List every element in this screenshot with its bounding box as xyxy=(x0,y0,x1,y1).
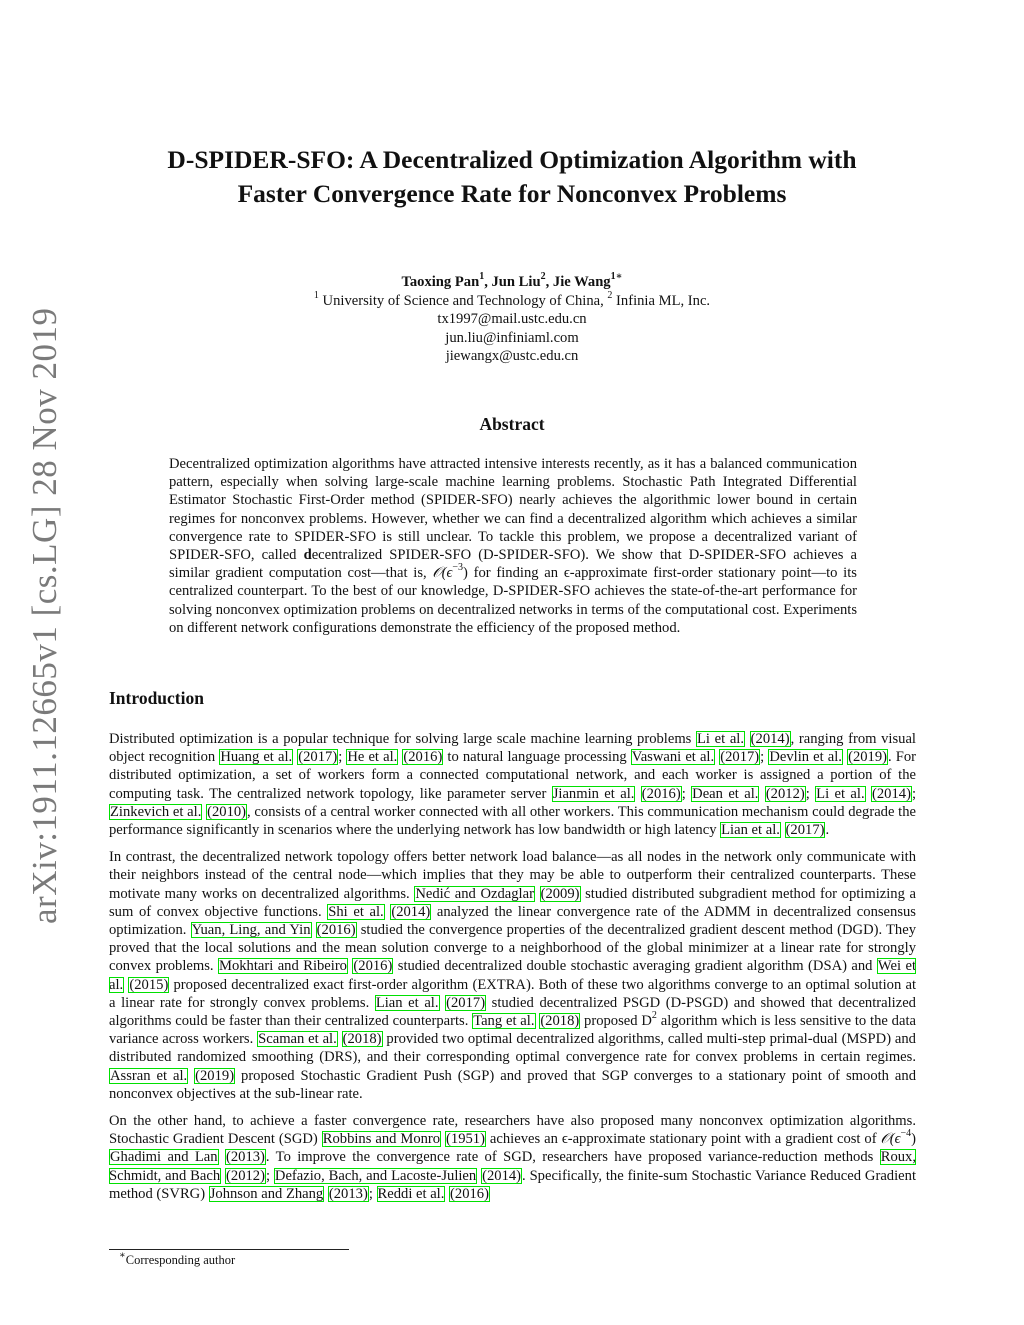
citation-year-link[interactable]: (2016) xyxy=(450,1185,489,1202)
separator: , xyxy=(545,274,553,290)
body-text: ; xyxy=(681,785,692,802)
author-block xyxy=(110,273,914,366)
math-expression: 𝒪(ϵ xyxy=(432,565,453,582)
footnote xyxy=(119,1249,236,1268)
section-heading-introduction: Introduction xyxy=(109,688,204,708)
paper-title xyxy=(110,143,914,211)
citation-year-link[interactable]: (2016) xyxy=(403,749,443,766)
author-email: tx1997@mail.ustc.edu.cn xyxy=(437,311,587,327)
citation-year-link[interactable]: (2016) xyxy=(353,958,393,975)
math-expression-end: ) xyxy=(911,1131,916,1148)
introduction-body xyxy=(109,730,916,1212)
author-names xyxy=(110,273,914,292)
affiliation-text: University of Science and Technology of China, xyxy=(318,292,608,309)
citation-link[interactable]: Roux, Schmidt, and Bach xyxy=(109,1149,916,1184)
body-text: algorithm which is less sensitive to the data variance across workers. xyxy=(109,1013,916,1048)
body-text: ; xyxy=(805,785,816,802)
body-text: ; xyxy=(760,749,769,766)
affiliation-marker: 1 xyxy=(479,271,485,283)
body-text: to natural language processing xyxy=(443,749,631,766)
math-exponent: −3 xyxy=(452,562,463,574)
citation-year-link[interactable]: (2017) xyxy=(785,822,825,839)
author-email: jiewangx@ustc.edu.cn xyxy=(445,348,579,364)
body-text: In contrast, the decentralized network topology offers better network load balance—as all nodes in the network only communicate with their neighbors instead of the central node—which implies that they may be able to outperform their centralized counterparts. These motivate many works on decentralized algorithms. xyxy=(109,849,916,902)
citation-year-link[interactable]: (2019) xyxy=(848,749,887,766)
math-expression: 𝒪(ϵ xyxy=(880,1131,901,1148)
citation-year-link[interactable]: (2012) xyxy=(226,1167,265,1184)
abstract-text: Decentralized optimization algorithms have attracted intensive interests recently, as it has a balanced communication pattern, especially when solving large-scale machine learning problems. Stochastic Path Integrated Differential Estimator Stochastic First-Order method (SPIDER-SFO) nearly achieves the algorithmic lower bound in certain regimes for nonconvex problems. However, whether we can find a decentralized algorithm which achieves a similar convergence rate to SPIDER-SFO is still unclear. To tackle this problem, we propose a decentralized variant of SPIDER-SFO, called xyxy=(169,456,857,564)
citation-link[interactable]: Yuan, Ling, and Yin xyxy=(191,922,311,939)
footnote-divider xyxy=(109,1249,349,1250)
abstract-body xyxy=(169,455,857,637)
citation-year-link[interactable]: (2013) xyxy=(225,1149,265,1166)
citation-link[interactable]: Lian et al. xyxy=(721,822,780,839)
separator: , xyxy=(484,274,492,290)
body-text: , consists of a central worker connected with all other workers. This communication mechanism could degrade the performance significantly in scenarios where the underlying network has low bandwidth or high latency xyxy=(109,803,917,839)
superscript: 2 xyxy=(651,1010,657,1022)
citation-year-link[interactable]: (2014) xyxy=(872,785,911,802)
body-text: . Specifically, the finite-sum Stochastic Variance Reduced Gradient method (SVRG) xyxy=(109,1167,916,1202)
affiliation-text: Infinia ML, Inc. xyxy=(612,292,711,309)
body-text: ; xyxy=(911,785,916,802)
citation-link[interactable]: Wei et al. xyxy=(109,958,917,993)
citation-year-link[interactable]: (1951) xyxy=(446,1131,485,1148)
body-text: studied the convergence properties of the decentralized gradient descent method (DGD). They proved that the local solutions and the mean solution converge to a neighborhood of the global minimizer at a linear rate for strongly convex problems. xyxy=(109,922,916,975)
citation-link[interactable]: Lian et al. xyxy=(375,994,439,1011)
title-line-1: D-SPIDER-SFO: A Decentralized Optimization Algorithm with xyxy=(167,145,857,174)
body-text: ; xyxy=(265,1167,274,1184)
citation-link[interactable]: Mokhtari and Ribeiro xyxy=(218,958,347,975)
abstract-text: ecentralized SPIDER-SFO (D-SPIDER-SFO). We show that D-SPIDER-SFO achieves a similar gradient computation cost—that is, xyxy=(169,547,857,582)
citation-year-link[interactable]: (2012) xyxy=(765,785,805,802)
body-text: , ranging from visual object recognition xyxy=(109,731,916,766)
citation-link[interactable]: Li et al. xyxy=(816,785,865,802)
intro-paragraph-1 xyxy=(109,730,916,839)
citation-link[interactable]: Jianmin et al. xyxy=(552,785,635,802)
body-text: . xyxy=(825,822,830,839)
body-text: achieves an ϵ-approximate stationary point with a gradient cost of xyxy=(485,1131,881,1148)
citation-link[interactable]: Johnson and Zhang xyxy=(209,1185,324,1202)
author-name: Taoxing Pan xyxy=(401,274,480,290)
citation-link[interactable]: Huang et al. xyxy=(220,749,293,766)
citation-year-link[interactable]: (2017) xyxy=(720,749,760,766)
affiliation-marker: 1 xyxy=(313,289,319,301)
citation-year-link[interactable]: (2014) xyxy=(482,1167,522,1184)
body-text: On the other hand, to achieve a faster convergence rate, researchers have also proposed many nonconvex optimization algorithms. Stochastic Gradient Descent (SGD) xyxy=(109,1113,916,1148)
math-expression-end: ) xyxy=(463,565,468,582)
citation-link[interactable]: Ghadimi and Lan xyxy=(110,1149,218,1166)
citation-link[interactable]: Robbins and Monro xyxy=(322,1131,441,1148)
abstract-heading: Abstract xyxy=(479,414,545,434)
citation-year-link[interactable]: (2019) xyxy=(195,1067,235,1084)
title-line-2: Faster Convergence Rate for Nonconvex Problems xyxy=(237,179,787,208)
citation-link[interactable]: Nedić and Ozdaglar xyxy=(415,885,534,902)
citation-year-link[interactable]: (2015) xyxy=(129,976,169,993)
citation-year-link[interactable]: (2016) xyxy=(316,922,356,939)
body-text: studied decentralized PSGD (D-PSGD) and showed that decentralized algorithms could be faster than their centralized counterparts. xyxy=(109,994,916,1030)
body-text: . For distributed optimization, a set of workers form a connected computational network, and each worker is assigned a portion of the computing task. The centralized network topology, like parameter server xyxy=(109,749,917,802)
body-text: proposed D xyxy=(580,1013,652,1030)
citation-link[interactable]: Defazio, Bach, and Lacoste-Julien xyxy=(274,1167,477,1184)
affiliation-marker: 1∗ xyxy=(610,271,623,283)
citation-link[interactable]: He et al. xyxy=(347,749,398,766)
abstract-bold-letter: d xyxy=(303,547,312,564)
body-text: ; xyxy=(338,749,347,766)
citation-year-link[interactable]: (2018) xyxy=(342,1031,382,1048)
citation-year-link[interactable]: (2018) xyxy=(540,1013,580,1030)
footnote-text: Corresponding author xyxy=(125,1253,236,1267)
citation-year-link[interactable]: (2010) xyxy=(207,803,247,820)
body-text: proposed Stochastic Gradient Push (SGP) and proved that SGP converges to a stationary point of smooth and nonconvex objectives at the sub-linear rate. xyxy=(109,1067,916,1102)
citation-link[interactable]: Dean et al. xyxy=(692,785,759,802)
citation-year-link[interactable]: (2009) xyxy=(540,885,580,902)
citation-link[interactable]: Zinkevich et al. xyxy=(110,803,202,820)
citation-link[interactable]: Scaman et al. xyxy=(258,1031,337,1048)
citation-year-link[interactable]: (2014) xyxy=(750,731,790,747)
citation-link[interactable]: Vaswani et al. xyxy=(631,749,715,766)
citation-year-link[interactable]: (2017) xyxy=(446,994,486,1011)
citation-year-link[interactable]: (2014) xyxy=(391,903,431,920)
math-exponent: −4 xyxy=(900,1128,912,1140)
author-name: Jun Liu xyxy=(491,274,541,290)
citation-link[interactable]: Assran et al. xyxy=(110,1067,188,1084)
body-text: analyzed the linear convergence rate of the ADMM in decentralized consensus optimization. xyxy=(109,903,916,939)
citation-year-link[interactable]: (2013) xyxy=(328,1185,368,1202)
author-email: jun.liu@infiniaml.com xyxy=(445,329,579,346)
body-text: . To improve the convergence rate of SGD, researchers have proposed variance-reduction methods xyxy=(265,1149,880,1166)
citation-link[interactable]: Shi et al. xyxy=(328,903,384,920)
intro-paragraph-3 xyxy=(109,1112,916,1203)
citation-link[interactable]: Reddi et al. xyxy=(377,1185,445,1202)
abstract-text: for finding an ϵ-approximate first-order stationary point—to its centralized counterpart. To the best of our knowledge, D-SPIDER-SFO achieves the state-of-the-art performance for solving nonconvex optimization problems on decentralized networks in terms of the computational cost. Experiments on different network configurations demonstrate the efficiency of the proposed method. xyxy=(169,565,857,636)
body-text: proposed decentralized exact first-order algorithm (EXTRA). Both of these two algorithms converge to an optimal solution at a linear rate for strongly convex problems. xyxy=(109,976,916,1011)
body-text: studied decentralized double stochastic averaging gradient algorithm (DSA) and xyxy=(393,958,877,975)
footnote-marker: ∗ xyxy=(119,1249,126,1261)
citation-link[interactable]: Li et al. xyxy=(697,731,744,747)
author-name: Jie Wang xyxy=(552,274,611,290)
citation-year-link[interactable]: (2017) xyxy=(298,749,338,766)
affiliation-marker: 2 xyxy=(540,271,546,283)
citation-link[interactable]: Devlin et al. xyxy=(769,749,842,766)
intro-paragraph-2 xyxy=(109,848,916,1103)
body-text: ; xyxy=(368,1185,377,1202)
body-text: provided two optimal decentralized algorithms, called multi-step primal-dual (MSPD) and distributed randomized smoothing (DRS), and their corresponding optimal convergence rate for convex problems in certain regimes. xyxy=(109,1031,916,1066)
citation-year-link[interactable]: (2016) xyxy=(641,785,681,802)
abstract-paragraph xyxy=(169,455,857,637)
body-text: Distributed optimization is a popular technique for solving large scale machine learning problems xyxy=(109,731,697,747)
arxiv-identifier: arXiv:1911.12665v1 [cs.LG] 28 Nov 2019 xyxy=(25,307,64,924)
affiliation-marker: 2 xyxy=(607,289,613,301)
affiliations xyxy=(110,289,914,311)
body-text: studied distributed subgradient method for optimizing a sum of convex objective functions. xyxy=(109,885,916,920)
citation-link[interactable]: Tang et al. xyxy=(473,1013,535,1030)
